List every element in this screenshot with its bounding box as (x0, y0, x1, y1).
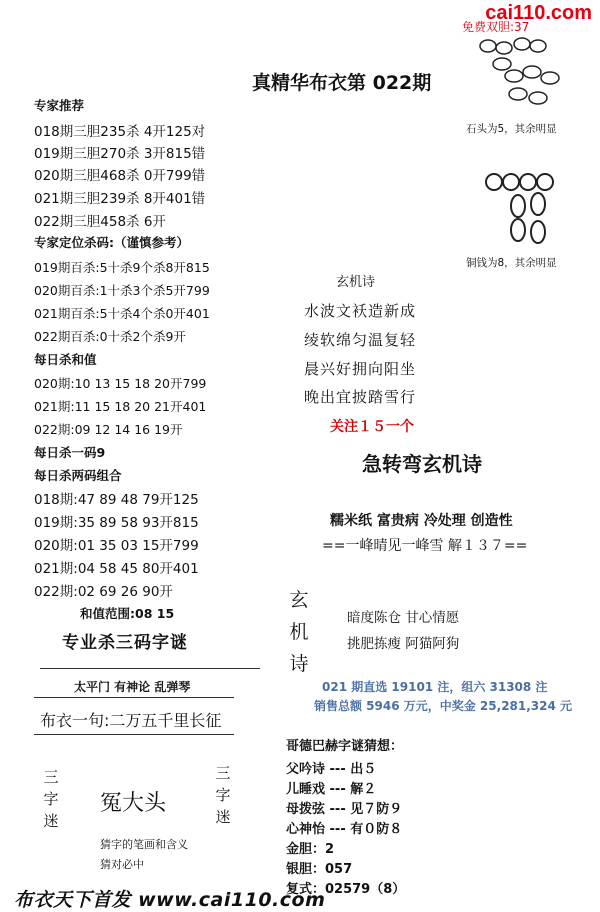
daily-sum-row: 021期:11 15 18 20 21开401 (34, 399, 207, 414)
daily-two-row: 022期:02 69 26 90开 (34, 584, 173, 600)
daily-sum-row: 020期:10 13 15 18 20开799 (34, 376, 207, 391)
coin-caption: 铜钱为8，其余明显 (466, 257, 557, 269)
stone-picture (478, 34, 570, 114)
three-char-left: 三字迷 (43, 768, 59, 830)
pro-riddle: 专业杀三码字谜 (62, 633, 188, 653)
divider (40, 668, 260, 669)
sales-line: 021 期直选 19101 注，组六 31308 注 (322, 680, 548, 694)
gold-pick: 金胆：2 (286, 842, 335, 857)
divider (34, 697, 234, 698)
poem-line: 水波文袄造新成 (304, 302, 417, 320)
riddle-hint: 猜字的笔画和含义 (100, 838, 188, 851)
position-kill-heading: 专家定位杀码:（谨慎参考） (34, 235, 189, 250)
vertical-poem: 玄机诗 (289, 589, 309, 675)
three-char-right: 三字迷 (215, 764, 231, 826)
silver-pick: 银胆：057 (286, 862, 353, 877)
goldbach-heading: 哥德巴赫字谜猜想： (286, 739, 404, 754)
turn-poem: 急转弯玄机诗 (362, 452, 482, 476)
position-kill-row: 020期百杀:1十杀3个杀5开799 (34, 283, 210, 298)
position-kill-row: 019期百杀:5十杀9个杀8开815 (34, 260, 210, 275)
expert-heading: 专家推荐 (34, 98, 85, 113)
position-kill-row: 021期百杀:5十杀4个杀0开401 (34, 306, 210, 321)
goldbach-row: 父吟诗 --- 出５ (286, 762, 377, 777)
divider (34, 734, 234, 735)
expert-row: 021期三胆239杀 8开401错 (34, 191, 206, 207)
daily-two-row: 018期:47 89 48 79开125 (34, 492, 199, 508)
keywords: 糯米纸 富贵病 冷处理 创造性 (330, 513, 513, 529)
combo-pick: 复式：02579（8） (286, 882, 406, 897)
poem-line: 绫软绵匀温复轻 (304, 331, 417, 349)
daily-two-row: 020期:01 35 03 15开799 (34, 538, 199, 554)
riddle-line: 太平门 有神论 乱弹琴 (74, 680, 191, 694)
poem-line: 晨兴好拥向阳坐 (304, 360, 417, 378)
stone-caption: 石头为5，其余明显 (466, 123, 557, 135)
xuanji-heading: 玄机诗 (336, 275, 376, 290)
sales-line: 销售总额 5946 万元，中奖金 25,281,324 元 (314, 699, 573, 713)
expert-row: 022期三胆458杀 6开 (34, 214, 166, 230)
poem-line: 晚出宜披踏雪行 (304, 388, 417, 406)
sum-range: 和值范围:08 15 (80, 606, 175, 621)
goldbach-row: 心神怡 --- 有０防８ (286, 822, 403, 837)
position-kill-row: 022期百杀:0十杀2个杀9开 (34, 329, 186, 344)
expert-row: 018期三胆235杀 4开125对 (34, 124, 206, 140)
riddle-answer: 冤大头 (100, 791, 167, 816)
riddle-hint: 猜对必中 (100, 858, 144, 871)
watermark: cai110.com (485, 2, 592, 24)
goldbach-row: 儿睡戏 --- 解２ (286, 782, 377, 797)
poem-phrase: 暗度陈仓 甘心情愿 (347, 610, 460, 626)
daily-two-heading: 每日杀两码组合 (34, 468, 122, 483)
watermark-sub: 免费双胆:37 (462, 20, 530, 34)
expert-row: 020期三胆468杀 0开799错 (34, 168, 206, 184)
daily-sum-row: 022期:09 12 14 16 19开 (34, 422, 183, 437)
daily-one: 每日杀一码9 (34, 445, 106, 460)
daily-two-row: 021期:04 58 45 80开401 (34, 561, 199, 577)
daily-two-row: 019期:35 89 58 93开815 (34, 515, 199, 531)
follow-note: 关注１５一个 (330, 419, 414, 435)
page-title: 真精华布衣第 022期 (252, 72, 432, 94)
buyi-phrase: 布衣一句:二万五千里长征 (40, 711, 222, 730)
poem-phrase: 挑肥拣瘦 阿猫阿狗 (347, 636, 460, 652)
goldbach-row: 母拨弦 --- 见７防９ (286, 802, 403, 817)
coin-picture (484, 172, 564, 248)
footer: 布衣天下首发 www.cai110.com (14, 889, 326, 911)
peak-line: ==一峰晴见一峰雪 解１３７== (322, 538, 528, 554)
expert-row: 019期三胆270杀 3开815错 (34, 146, 206, 162)
daily-sum-heading: 每日杀和值 (34, 352, 97, 367)
